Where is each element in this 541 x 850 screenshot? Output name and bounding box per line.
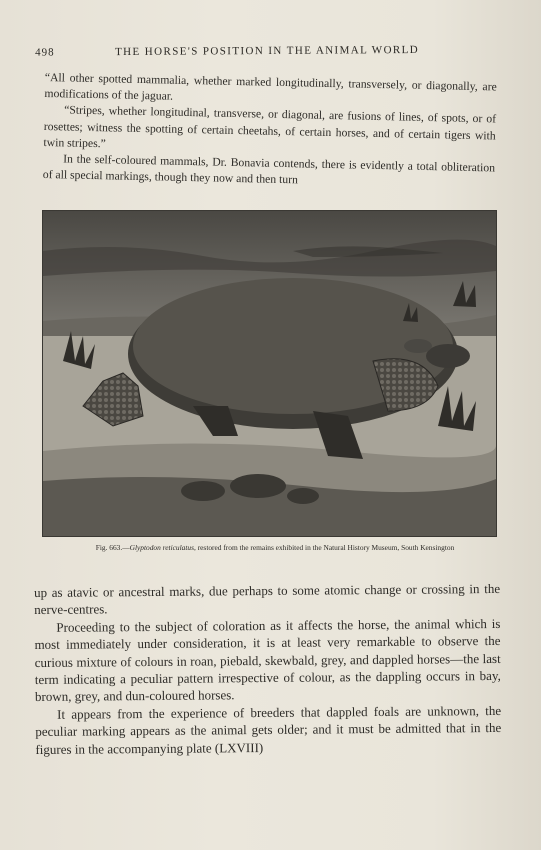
caption-species: Glyptodon reticulatus [129,543,194,552]
caption-prefix: Fig. 663.— [95,543,130,552]
bottom-text-block [34,580,502,758]
running-title: THE HORSE'S POSITION IN THE ANIMAL WORLD [115,43,420,59]
figure-illustration [42,210,497,537]
caption-rest: , restored from the remains exhibited in the Natural History Museum, South Kensington [194,543,455,552]
page-number: 498 [35,46,55,59]
top-text-block [43,70,497,193]
paragraph-atavic: up as atavic or ancestral marks, due perhaps to some atomic change or crossing in the nerve-centres. [34,580,501,618]
paragraph-self-coloured: In the self-coloured mammals, Dr. Bonavia contends, there is evidently a total obliteration of all special markings, though they now and then turn [42,152,496,187]
figure-caption [60,543,490,553]
paragraph-quote-2: “Stripes, whether longitudinal, transverse, or diagonal, are fusions of lines, of spots, or of rosettes; witness the spotting of certain cheetahs, of certain horses, and of certain tigers with twin stripes.” [43,103,497,151]
paragraph-coloration: Proceeding to the subject of coloration as it affects the horse, the animal which is most immediately under consideration, it is at least very remarkable to observe the curious mixture of colours in roan, piebald, skewbald, grey, and dappled horses—the last term indicating a peculiar pattern irrespective of colour, as the dappling occurs in bay, brown, grey, and dun-coloured horses. [34,615,501,705]
paragraph-quote-1: “All other spotted mammalia, whether marked longitudinally, transversely, or diagonally, are modifications of the jaguar. [44,70,497,103]
glyptodon-illustration [43,211,496,536]
paragraph-dappled-foals: It appears from the experience of breeders that dappled foals are unknown, the peculiar marking appears as the animal gets older; and it must be admitted that in the figures in the accompanying plate (LXVIII) [35,702,502,757]
running-header [35,43,505,59]
